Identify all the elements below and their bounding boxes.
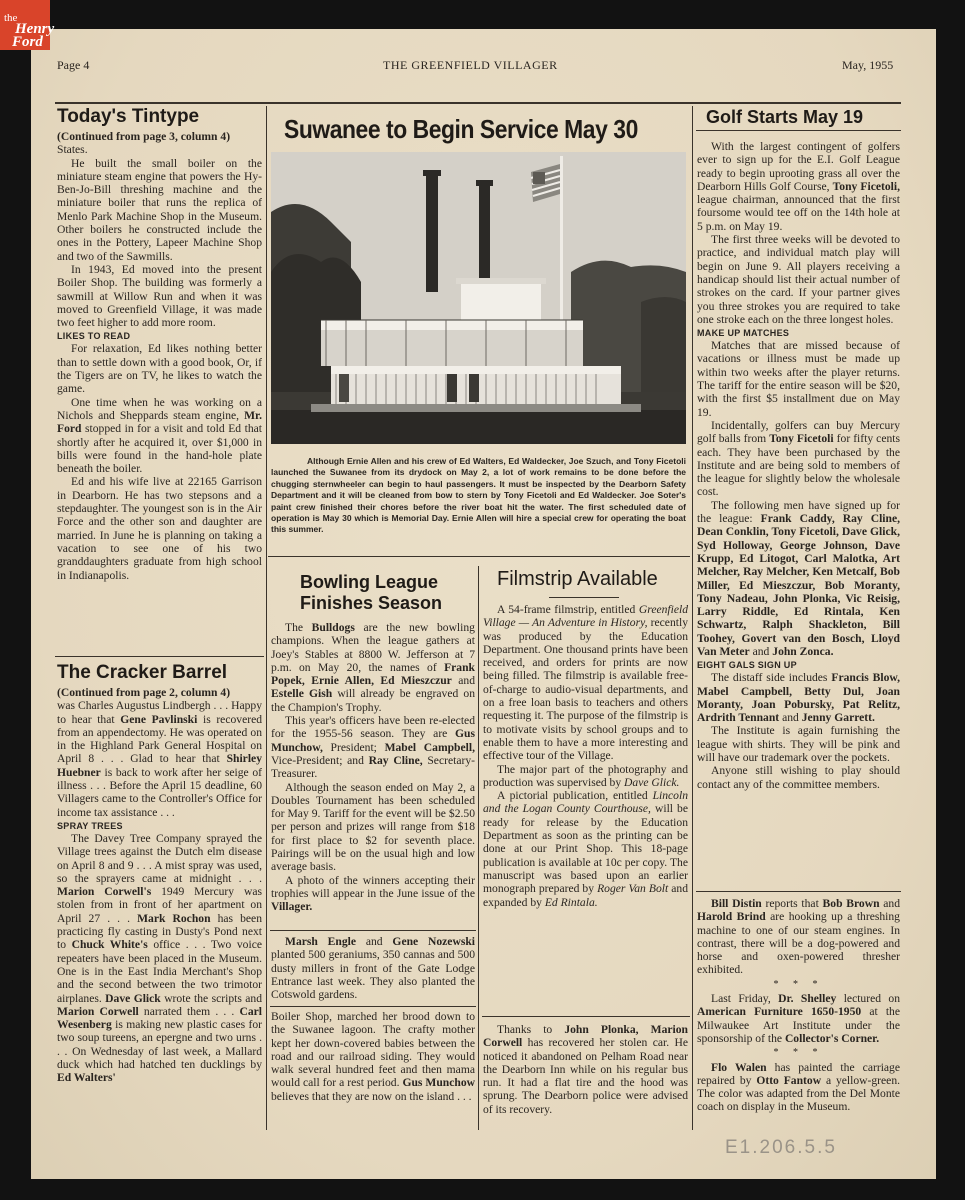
page-number: Page 4 bbox=[57, 58, 90, 72]
gardening-item bbox=[271, 935, 475, 1001]
subhead-make-up-matches: MAKE UP MATCHES bbox=[697, 328, 790, 339]
bowling-para: Although the season ended on May 2, a Doubles Tournament has been scheduled for May 9. Tariff for the event will be $2.50 per person and prizes will range from $18 for first place to $2 for seventh place. Pairings will be on the usual high and low average basis. bbox=[271, 780, 475, 874]
brief-thresher: Bill Distin reports that Bob Brown and Harold Brind are hooking up a threshing machine to one of our steam engines. In contrast, there will be a dog-powered and horse and oxen-powered thresher exhibited. bbox=[697, 897, 901, 977]
section-rule bbox=[268, 556, 690, 557]
golf-para: With the largest contingent of golfers ever to sign up for the E.I. Golf League ready to begin uprooting grass all over the Dearborn Hills Golf Course, Tony Ficetoli, league chairman, announced that the first foursome would tee off on the 14th hole at 5 p.m. on May 19. bbox=[697, 140, 901, 233]
golf-para: The following men have signed up for the league: Frank Caddy, Ray Cline, Dean Conklin, Tony Ficetoli, Dave Glick, Syd Holloway, George Johnson, Dave Krupp, Ed Litogot, Carl Malotka, Art Melcher, Ray Melcher, Ken Metcalf, Bob Miller, Ed Mieszczur, Bob Moranty, Tony Nadeau, John Plonka, Vic Reisig, Larry Riddle, Ed Rintala, Ken Schwartz, Ralph Shackleton, Bill Toohey, Govert van den Bosch, Lloyd Van Meter and John Zonca. bbox=[697, 498, 901, 658]
photo-caption bbox=[271, 456, 686, 536]
cracker-barrel-headline: The Cracker Barrel bbox=[57, 662, 228, 683]
stolen-car-para: Thanks to John Plonka, Marion Corwell has recovered her stolen car. He noticed it abandoned on Pelham Road near the Dearborn Inn while on his regular bus run. It had a flat tire and the hood was sprung. The Dearborn police were advised of its recovery. bbox=[483, 1023, 688, 1116]
tintype-headline: Today's Tintype bbox=[57, 106, 200, 127]
golf-headline: Golf Starts May 19 bbox=[706, 107, 864, 127]
section-rule bbox=[270, 1006, 476, 1007]
separator-stars: * * * bbox=[773, 1047, 824, 1059]
column-divider-2 bbox=[692, 106, 693, 1130]
issue-date: May, 1955 bbox=[842, 58, 894, 72]
suwanee-steamboat-illustration bbox=[271, 152, 686, 444]
section-rule bbox=[482, 1016, 690, 1017]
headline-rule bbox=[696, 130, 901, 131]
golf-para: Anyone still wishing to play should contact any of the committee members. bbox=[697, 764, 900, 791]
tintype-para: In 1943, Ed moved into the present Boiler Shop. The building was formerly a sawmill at Willow Run and when it was moved to Greenfield Village, it was made two feet higher to add more room. bbox=[57, 262, 262, 330]
briefs-column bbox=[697, 897, 900, 1114]
logo-line-1: the bbox=[4, 12, 18, 24]
gardening-para: Marsh Engle and Gene Nozewski planted 500 geraniums, 350 cannas and 500 dusty millers in front of the Gate Lodge Entrance last week. They also planted the Cotswold gardens. bbox=[271, 935, 476, 1002]
subhead-eight-gals: EIGHT GALS SIGN UP bbox=[697, 660, 797, 671]
filmstrip-para: A 54-frame filmstrip, entitled Greenfield Village — An Adventure in History, recently was produced by the Education Department. One thousand prints have been received, and orders for prints are now being filled. The filmstrip is available free-of-charge to audio-visual departments, and on a free loan basis to teachers and others requesting it. The purpose of the filmstrip is to motivate visits by school groups and to enable them to have a more interesting and effective tour of the Village. bbox=[483, 603, 689, 763]
section-rule bbox=[270, 930, 476, 931]
golf-article bbox=[697, 140, 900, 791]
golf-para: Incidentally, golfers can buy Mercury golf balls from Tony Ficetoli for fifty cents each. They have been purchased by the Institute and are being sold to members of the league for slightly below the wholesale cost. bbox=[697, 418, 900, 499]
henry-ford-logo bbox=[0, 0, 55, 50]
tintype-continued: (Continued from page 3, column 4) bbox=[57, 130, 231, 143]
tintype-article bbox=[57, 130, 262, 582]
filmstrip-headline: Filmstrip Available bbox=[497, 568, 658, 590]
tintype-para: For relaxation, Ed likes nothing better than to settle down with a good book, Or, if the Tigers are on TV, he likes to watch the game. bbox=[57, 342, 262, 396]
cracker-barrel-article bbox=[57, 686, 262, 1085]
headline-rule bbox=[549, 597, 619, 598]
header-rule bbox=[55, 102, 901, 104]
tintype-para: States. bbox=[57, 143, 88, 157]
logo-line-3: Ford bbox=[12, 34, 43, 50]
tintype-para: He built the small boiler on the miniature steam engine that powers the Hy-Ben-Jo-Bill threshing machine and the miniature boiler that runs the replica of Menlo Park Machine Shop in the Museum. Other boilers he constructed include the ones in the Pottery, Lapeer Machine Shop and two of the Sawmills. bbox=[57, 156, 262, 263]
tintype-para: One time when he was working on a Nichols and Sheppards steam engine, Mr. Ford stopped in for a visit and told Ed that shortly after he acquired it, over $1,000 in bills were found in the hand-hole plate beneath the boiler. bbox=[57, 395, 263, 476]
bowling-para: This year's officers have been re-elected for the 1955-56 season. They are Gus Munchow, President; Mabel Campbell, Vice-President; and Ray Cline, Secretary-Treasurer. bbox=[271, 714, 475, 781]
section-rule bbox=[696, 891, 901, 892]
logo-line-2: Henry bbox=[15, 21, 55, 37]
filmstrip-article bbox=[483, 603, 688, 909]
bowling-article bbox=[271, 621, 475, 914]
separator-stars: * * * bbox=[773, 978, 824, 990]
golf-para: The distaff side includes Francis Blow, Mabel Campbell, Betty Dul, Joan Moranty, Joan Pobursky, Pat Relitz, Ardrith Tennant and Jenny Garrett. bbox=[697, 671, 900, 725]
cracker-para: was Charles Augustus Lindbergh . . . Happy to hear that Gene Pavlinski is recovered from an appendectomy. He was operated on in the Highland Park General Hospital on April 8 . . . Glad to hear that Shirley Huebner is back to work after her seige of illness . . . Before the April 15 deadline, 60 Villagers came to the Controller's Office for income tax assistance . . . bbox=[57, 699, 263, 819]
golf-para: The first three weeks will be devoted to practice, and individual match play will begin on June 9. All players receiving a handicap should list their actual number of strokes on the card. If your partner gives you three strokes you are required to take one stroke each on the three longest holes. bbox=[697, 233, 900, 326]
photo-caption-text: Although Ernie Allen and his crew of Ed Walters, Ed Waldecker, Joe Szuch, and Tony Ficetoli launched the Suwanee from its drydock on May 2, a lot of work remains to be done before the chugging sternwheeler can begin to haul passengers. It must be inspected by the Dearborn Safety Department and it will be cleaned from bow to stern by Tony Ficetoli and Ed Waldecker. Joe Soter's paint crew finished their chores before the river boat hit the water. The first scheduled date of operation is May 30 which is Memorial Day. Ernie Allen will hire a special crew for operating the boat this summer. bbox=[271, 456, 686, 535]
bowling-para: The Bulldogs are the new bowling champions. When the league gathers at Joey's Stables at 8800 W. Jefferson at 7 p.m. on May 20, the names of Frank Popek, Ernie Allen, Ed Mieszczur and Estelle Gish will already be engraved on the Champion's Trophy. bbox=[271, 621, 476, 714]
column-divider-1 bbox=[266, 106, 267, 1130]
subhead-spray-trees: SPRAY TREES bbox=[57, 820, 123, 831]
bowling-headline-1: Bowling League bbox=[300, 572, 439, 592]
bowling-headline-2: Finishes Season bbox=[300, 593, 443, 613]
golf-para: Matches that are missed because of vacations or illness must be made up within two weeks after the player returns. The tariff for the entire season will be $20, with the first $5 installment due on May 19. bbox=[697, 339, 900, 419]
brief-carriage: Flo Walen has painted the carriage repaired by Otto Fantow a yellow-green. The color was adapted from the Del Monte coach on display in the Museum. bbox=[697, 1060, 901, 1114]
duck-story-para: Boiler Shop, marched her brood down to the Suwanee lagoon. The crafty mother kept her down-covered babies between the road and our railroad siding. They would walk several hundred feet and then mama would call for a rest period. Gus Munchow believes that they are now on the island . . . bbox=[271, 1010, 475, 1103]
filmstrip-para: The major part of the photography and production was supervised by Dave Glick. bbox=[483, 762, 688, 789]
bowling-para: A photo of the winners accepting their trophies will appear in the June issue of the Villager. bbox=[271, 873, 475, 914]
cracker-para: The Davey Tree Company sprayed the Village trees against the Dutch elm disease on April 8 and 9 . . . A mist spray was used, so the sprayers came at midnight . . . Marion Corwell's 1949 Mercury was stolen from in front of her apartment on April 27 . . . Mark Rochon has been practicing fly casting in Dusty's Pond next to Chuck White's office . . . Two voice repeaters have been placed in the Museum. One is in the East India Merchant's Shop and the second between the two trimotor airplanes. Dave Glick wrote the scripts and Marion Corwell narrated them . . . Carl Wesenberg is making new plastic cases for two soup tureens, an epergne and two urns . . . On Wednesday of last week, a Mallard duck which had hatched ten ducklings by Ed Walters' bbox=[57, 831, 263, 1085]
golf-para: The Institute is again furnishing the league with shirts. They will be pink and will have our trademark over the pockets. bbox=[697, 724, 900, 765]
column-divider-3 bbox=[478, 566, 479, 1130]
brief-lecture: Last Friday, Dr. Shelley lectured on American Furniture 1650-1950 at the Milwaukee Art Institute under the sponsorship of the Collector's Corner. bbox=[697, 992, 901, 1045]
cracker-continued: (Continued from page 2, column 4) bbox=[57, 686, 231, 699]
accession-number: E1.206.5.5 bbox=[725, 1137, 837, 1158]
tintype-para: Ed and his wife live at 22165 Garrison in Dearborn. He has two stepsons and a stepdaughter. The youngest son is in the Air Force and the other son and daughter are married. In June he is planning on taking a vacation to see one of his two granddaughters graduate from high school in Indianapolis. bbox=[57, 475, 262, 582]
subhead-likes-to-read: LIKES TO READ bbox=[57, 331, 131, 342]
suwanee-headline: Suwanee to Begin Service May 30 bbox=[284, 114, 638, 144]
duck-story-continued bbox=[271, 1010, 475, 1103]
steamboat-photo bbox=[271, 152, 686, 444]
newspaper-title: THE GREENFIELD VILLAGER bbox=[383, 58, 558, 72]
stolen-car-item bbox=[483, 1023, 688, 1116]
filmstrip-para: A pictorial publication, entitled Lincoln and the Logan County Courthouse, will be ready for release by the Education Department as soon as the printing can be done at our Print Shop. This 18-page publication is available at 10c per copy. The manuscript was based upon an earlier monograph prepared by Roger Van Bolt and expanded by Ed Rintala. bbox=[483, 789, 688, 909]
section-rule bbox=[55, 656, 264, 657]
